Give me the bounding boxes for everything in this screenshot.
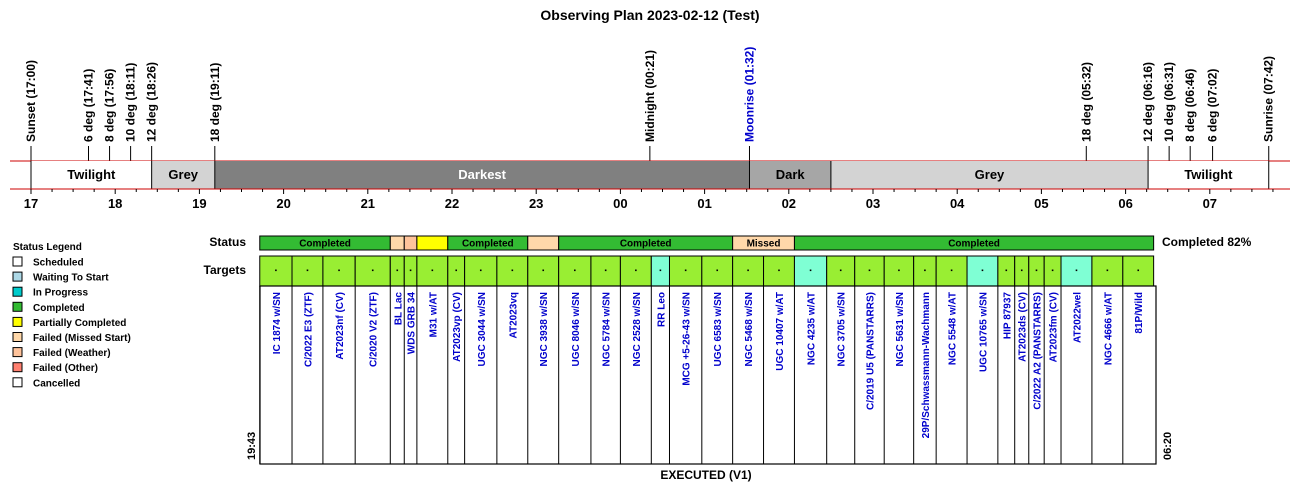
status-segment-label: Completed bbox=[299, 238, 351, 250]
target-dot bbox=[716, 270, 718, 272]
completed-summary: Completed 82% bbox=[1162, 235, 1252, 249]
target-name: UGC 6583 w/SN bbox=[713, 292, 725, 367]
period-label: Grey bbox=[168, 167, 199, 182]
legend-label: Scheduled bbox=[33, 257, 84, 269]
event-label: 6 deg (07:02) bbox=[1205, 68, 1220, 142]
event-label: Sunset (17:00) bbox=[24, 59, 38, 142]
event-label: 10 deg (06:31) bbox=[1162, 61, 1177, 142]
target-name: 81P/Wild bbox=[1134, 292, 1146, 334]
hour-label: 20 bbox=[276, 196, 291, 211]
target-dot bbox=[685, 270, 687, 272]
legend-swatch bbox=[13, 363, 22, 372]
legend-label: Partially Completed bbox=[33, 317, 127, 329]
legend-label: Failed (Other) bbox=[33, 363, 99, 375]
target-name: AT2023vp (CV) bbox=[452, 292, 464, 362]
legend-label: In Progress bbox=[33, 287, 89, 299]
target-name: RR Leo bbox=[656, 292, 668, 327]
hour-label: 23 bbox=[528, 196, 544, 211]
target-dot bbox=[810, 270, 812, 272]
target-dot bbox=[372, 270, 374, 272]
legend-swatch bbox=[13, 317, 22, 326]
status-segment bbox=[404, 236, 417, 250]
legend-items bbox=[13, 257, 131, 389]
legend-label: Completed bbox=[33, 302, 85, 314]
event-label: 6 deg (17:41) bbox=[81, 68, 96, 142]
target-name: UGC 10407 w/AT bbox=[774, 292, 786, 371]
hour-label: 17 bbox=[23, 196, 39, 211]
target-dot bbox=[898, 270, 900, 272]
status-segment bbox=[390, 236, 404, 250]
status-row bbox=[260, 236, 1154, 250]
target-dot bbox=[840, 270, 842, 272]
target-name: WDS GRB 34 bbox=[406, 292, 418, 355]
target-name: AT2023nf (CV) bbox=[335, 292, 347, 360]
target-name: M31 w/AT bbox=[428, 292, 440, 338]
target-dot bbox=[275, 270, 277, 272]
event-label: Midnight (00:21) bbox=[642, 50, 657, 142]
target-name: NGC 3705 w/SN bbox=[836, 292, 848, 367]
target-dot bbox=[924, 270, 926, 272]
target-name: NGC 3938 w/SN bbox=[539, 292, 551, 367]
target-dot bbox=[307, 270, 309, 272]
target-dot bbox=[1005, 270, 1007, 272]
target-dot bbox=[542, 270, 544, 272]
target-dot bbox=[432, 270, 434, 272]
hour-label: 22 bbox=[444, 196, 460, 211]
status-segment bbox=[528, 236, 559, 250]
legend-swatch bbox=[13, 333, 22, 342]
period-label: Darkest bbox=[458, 167, 506, 182]
target-name: NGC 4666 w/AT bbox=[1103, 292, 1115, 366]
status-segment-label: Completed bbox=[948, 238, 1000, 250]
target-dot bbox=[1076, 270, 1078, 272]
start-time-label: 19:43 bbox=[246, 431, 258, 460]
event-label: 8 deg (17:56) bbox=[102, 68, 117, 142]
hour-label: 07 bbox=[1202, 196, 1218, 211]
event-label: 18 deg (19:11) bbox=[207, 62, 222, 142]
event-label: 12 deg (06:16) bbox=[1141, 61, 1156, 142]
status-segment-label: Missed bbox=[746, 238, 781, 250]
target-name: NGC 5468 w/SN bbox=[744, 292, 756, 367]
target-dot bbox=[512, 270, 514, 272]
hour-label: 18 bbox=[107, 196, 123, 211]
target-dot bbox=[660, 270, 662, 272]
target-dot bbox=[455, 270, 457, 272]
footer-label: EXECUTED (V1) bbox=[660, 468, 752, 482]
legend-swatch bbox=[13, 287, 22, 296]
legend-swatch bbox=[13, 272, 22, 281]
event-label: 8 deg (06:46) bbox=[1183, 68, 1198, 142]
target-name: NGC 5548 w/AT bbox=[947, 292, 959, 366]
legend-swatch bbox=[13, 348, 22, 357]
event-label: 18 deg (05:32) bbox=[1079, 61, 1094, 142]
target-name: C/2022 A2 (PANSTARRS) bbox=[1032, 292, 1044, 410]
target-dot bbox=[747, 270, 749, 272]
target-name: UGC 8046 w/SN bbox=[570, 292, 582, 367]
target-name: NGC 2528 w/SN bbox=[631, 292, 643, 367]
target-dot bbox=[778, 270, 780, 272]
target-dot bbox=[1107, 270, 1109, 272]
sky-periods bbox=[31, 161, 1269, 189]
targets-row-label: Targets bbox=[203, 263, 246, 277]
legend-label: Failed (Weather) bbox=[33, 348, 111, 360]
event-label: 12 deg (18:26) bbox=[144, 61, 159, 142]
hour-axis bbox=[24, 189, 1273, 211]
period-label: Twilight bbox=[67, 167, 116, 182]
targets-row bbox=[260, 256, 1154, 464]
hour-label: 05 bbox=[1034, 196, 1049, 211]
target-dot bbox=[605, 270, 607, 272]
target-name: MCG +5-26-43 w/SN bbox=[681, 292, 693, 386]
status-segment-label: Completed bbox=[619, 238, 672, 250]
target-name: NGC 5784 w/SN bbox=[601, 292, 613, 367]
event-label: 10 deg (18:11) bbox=[123, 62, 138, 142]
legend-title: Status Legend bbox=[13, 242, 82, 253]
target-dot bbox=[1052, 270, 1054, 272]
target-dot bbox=[396, 270, 398, 272]
target-name: AT2022wel bbox=[1072, 292, 1084, 343]
target-name: IC 1874 w/SN bbox=[271, 292, 283, 355]
hour-label: 00 bbox=[613, 196, 628, 211]
target-dot bbox=[951, 270, 953, 272]
target-name: HIP 87937 bbox=[1002, 292, 1014, 340]
event-label: Sunrise (07:42) bbox=[1261, 55, 1276, 142]
legend-label: Failed (Missed Start) bbox=[33, 333, 131, 344]
target-name: UGC 10765 w/SN bbox=[978, 292, 990, 373]
hour-label: 19 bbox=[192, 196, 207, 211]
target-dot bbox=[338, 270, 340, 272]
period-label: Dark bbox=[775, 167, 805, 182]
hour-label: 02 bbox=[781, 196, 797, 211]
hour-label: 21 bbox=[360, 196, 376, 211]
target-dot bbox=[982, 270, 984, 272]
target-name: C/2020 V2 (ZTF) bbox=[368, 292, 380, 368]
legend-swatch bbox=[13, 302, 22, 311]
target-name: AT2023ds (CV) bbox=[1017, 292, 1029, 362]
target-dot bbox=[1137, 270, 1139, 272]
period-label: Twilight bbox=[1184, 167, 1233, 182]
legend-label: Cancelled bbox=[33, 378, 81, 390]
target-dot bbox=[635, 270, 637, 272]
legend-swatch bbox=[13, 378, 22, 387]
target-dot bbox=[574, 270, 576, 272]
status-row-label: Status bbox=[209, 235, 246, 249]
target-name: C/2019 U5 (PANSTARRS) bbox=[865, 292, 877, 410]
hour-label: 03 bbox=[865, 196, 881, 211]
legend-label: Waiting To Start bbox=[33, 272, 109, 284]
target-dot bbox=[480, 270, 482, 272]
end-time-label: 06:20 bbox=[1162, 431, 1174, 460]
target-name: AT2023vq bbox=[508, 292, 520, 339]
legend-swatch bbox=[13, 257, 22, 266]
hour-label: 01 bbox=[697, 196, 712, 211]
target-dot bbox=[410, 270, 412, 272]
hour-label: 06 bbox=[1118, 196, 1133, 211]
target-dot bbox=[1036, 270, 1038, 272]
target-dot bbox=[869, 270, 871, 272]
status-legend bbox=[13, 242, 131, 389]
hour-label: 04 bbox=[949, 196, 965, 211]
event-markers bbox=[24, 47, 1276, 161]
target-name: UGC 3044 w/SN bbox=[476, 292, 488, 367]
period-label: Grey bbox=[974, 167, 1005, 182]
status-segment bbox=[417, 236, 448, 250]
target-name: BL Lac bbox=[393, 292, 405, 326]
chart-title: Observing Plan 2023-02-12 (Test) bbox=[540, 7, 760, 23]
target-dot bbox=[1021, 270, 1023, 272]
target-name: C/2022 E3 (ZTF) bbox=[303, 292, 315, 368]
target-name: NGC 5631 w/SN bbox=[894, 292, 906, 367]
target-name: AT2023fm (CV) bbox=[1048, 292, 1060, 363]
status-segment-label: Completed bbox=[461, 238, 514, 250]
target-name: 29P/Schwassmann-Wachmann bbox=[920, 292, 932, 439]
event-label: Moonrise (01:32) bbox=[742, 46, 757, 142]
target-name: NGC 4235 w/AT bbox=[806, 292, 818, 366]
